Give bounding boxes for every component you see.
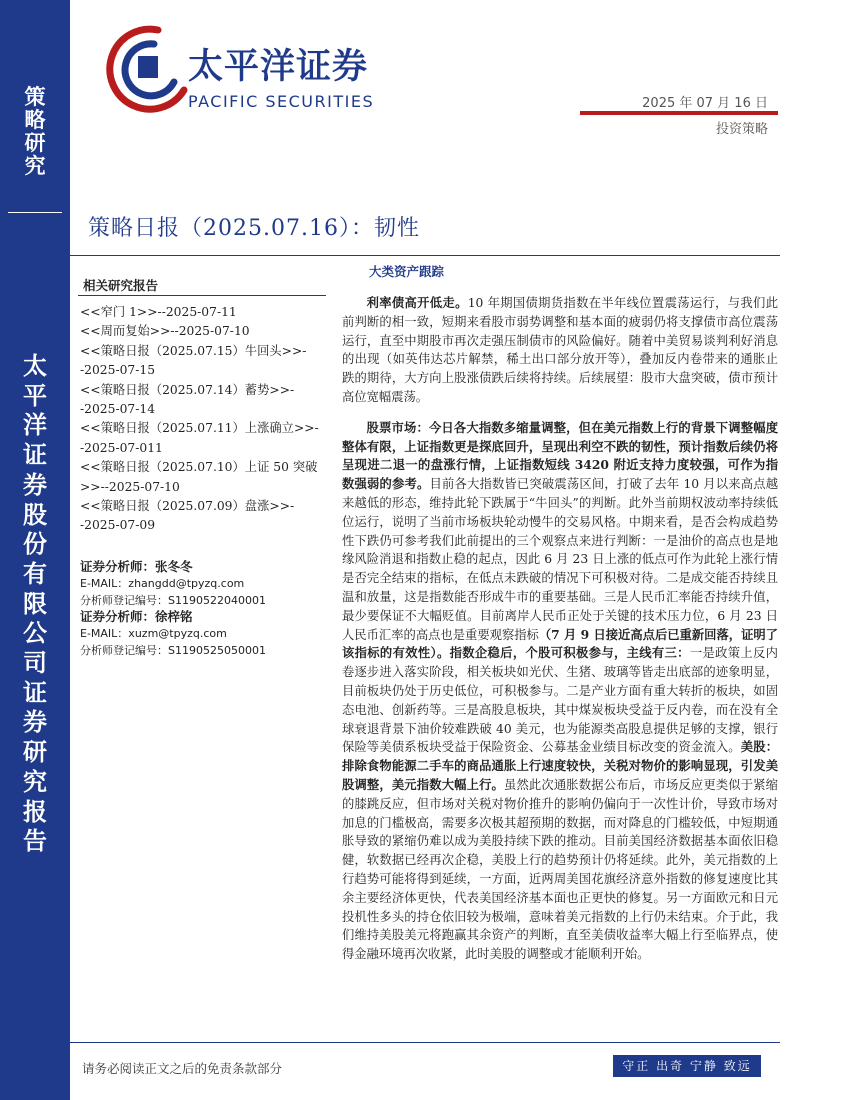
footer-motto: 守正 出奇 宁静 致远 <box>613 1055 761 1077</box>
date-divider <box>580 111 778 115</box>
equities-lead: 股票市场：今日各大指数多缩量调整，但在美元指数上行的背景下调整幅度整体有限，上证指数更是探底回升，呈现出利空不跌的韧性，预计指数后续仍将呈现进二退一的盘涨行情，上证指数短线 3420 附近支持力度较强，可作为指数强弱的参考。 <box>342 419 778 492</box>
company-logo-icon <box>96 20 196 114</box>
analyst-block <box>80 608 266 659</box>
footer-disclaimer: 请务必阅读正文之后的免责条款部分 <box>82 1061 283 1076</box>
analyst-label: 证券分析师： <box>80 609 156 624</box>
equities-text: 目前各大指数皆已突破震荡区间，打破了去年 10 月以来高点越来越低的形态，维持此轮下跌属于“牛回头”的判断。此外当前期权波动率持续低位运行，说明了当前市场板块轮动慢牛的交易风格。中期来看，是否会构成趋势性下跌仍可参考我们此前提出的三个观察点来进行判断：一是油价的高点也是地缘风险消退和指数止稳的起点，因此 6 月 23 日上涨的低点可作为此轮上涨行情是否完全结束的指标，在低点未跌破的情况下可积极对待。二是成交能否持续且温和放量，这是指数能否形成牛市的重要基础。三是人民币汇率能否持续升值，最少要保证不大幅贬值。目前离岸人民币正处于关键的技术压力位，6 月 23 日人民币汇率的高点也是重要观察指标 <box>342 477 778 642</box>
analyst-registration: 分析师登记编号：S1190522040001 <box>80 593 266 607</box>
analyst-email[interactable]: E-MAIL：zhangdd@tpyzq.com <box>80 577 245 590</box>
equities-emphasis: （7 月 9 日接近高点后已重新回落，证明了该指标的有效性）。指数企稳后，个股可积极参与，主线有三： <box>342 626 778 661</box>
brand-name-en: PACIFIC SECURITIES <box>188 92 375 111</box>
us-stocks-lead: 美股：排除食物能源二手车的商品通胀上行速度较快，关税对物价的影响显现，引发美股调整，美元指数大幅上行。 <box>342 739 778 792</box>
sidebar-category: 策略研究 <box>24 85 46 178</box>
related-report-link[interactable]: <<周而复始>>--2025-07-10 <box>80 324 250 339</box>
analyst-email[interactable]: E-MAIL：xuzm@tpyzq.com <box>80 627 227 640</box>
paragraph-gap <box>342 407 778 419</box>
related-report-link[interactable]: <<策略日报（2025.07.15）牛回头>>--2025-07-15 <box>80 343 307 378</box>
related-report-link[interactable]: <<策略日报（2025.07.11）上涨确立>>--2025-07-011 <box>80 421 319 455</box>
analyst-block <box>80 558 266 609</box>
analyst-registration: 分析师登记编号：S1190525050001 <box>80 643 266 657</box>
sidebar <box>0 0 70 1100</box>
related-report-link[interactable]: <<窄门 1>>--2025-07-11 <box>80 305 237 319</box>
section-heading: 大类资产跟踪 <box>369 264 445 279</box>
related-report-link[interactable]: <<策略日报（2025.07.09）盘涨>>--2025-07-09 <box>80 499 295 533</box>
sidebar-divider <box>8 212 62 213</box>
title-divider <box>70 255 780 256</box>
related-report-link[interactable]: <<策略日报（2025.07.14）蓄势>>--2025-07-14 <box>80 382 295 417</box>
footer-divider <box>70 1042 780 1043</box>
rates-lead: 利率债高开低走。 <box>366 295 468 310</box>
us-stocks-text: 虽然此次通胀数据公布后，市场反应更类似于紧缩的膝跳反应，但市场对关税对物价推升的影响仍偏向于一次性计价，导致市场对加息的门槛极高，需要多次极其超预期的数据，而对降息的门槛较低，中短期通胀导致的紧缩仍难以成为美股持续下跌的推动。目前美国经济数据基本面依旧稳健，软数据已经再次企稳，美股上行的趋势预计仍将延续。此外，美元指数的上行趋势可能将得到延续，一方面，近两周美国花旗经济意外指数的修复速度比其余主要经济体更快，代表美国经济基本面也正更快的修复。另一方面欧元和日元投机性多头的持仓依旧较为极端，意味着美元指数的上行仍未结束。介于此，我们维持美股美元将跑赢其余资产的判断，直至美债收益率大幅上行至临界点，使得金融环境再次收紧，此时美股的调整或才能顺利开始。 <box>342 777 778 962</box>
analyst-name: 徐梓铭 <box>155 609 193 624</box>
sidebar-company: 太平洋证券股份有限公司证券研究报告 <box>23 352 47 856</box>
equities-themes: 一是政策上反内卷逐步进入落实阶段，相关板块如光伏、生猪、玻璃等皆走出底部的迹象明显，目前板块仍处于历史低位，可积极参与。二是产业方面有重大转折的板块，如固态电池、创新药等。三是高股息板块，其中煤炭板块受益于反内卷，而在没有全球衰退背景下油价较难跌破 40 美元，也为能源类高股息提供足够的支撑，银行保险等美债系板块受益于保险资金、公募基金业绩目标改变的资金流入。 <box>342 646 778 755</box>
analyst-label: 证券分析师： <box>80 559 156 574</box>
related-divider <box>78 295 326 296</box>
analyst-name-row <box>80 608 266 626</box>
report-body <box>342 294 778 964</box>
brand-name-cn: 太平洋证券 <box>188 47 369 87</box>
paragraph-rates <box>342 294 778 407</box>
related-report-link[interactable]: <<策略日报（2025.07.10）上证 50 突破>>--2025-07-10 <box>80 460 318 494</box>
analyst-name: 张冬冬 <box>155 559 193 574</box>
report-category: 投资策略 <box>715 122 768 137</box>
related-reports-list <box>80 303 324 536</box>
rates-text: 10 年期国债期货指数在半年线位置震荡运行，与我们此前判断的相一致，短期来看股市弱势调整和基本面的疲弱仍将支撑债市高位震荡运行，直至中期股市再次走强压制债市的风险偏好。随着中美贸易谈判利好消息的出现（如英伟达芯片解禁，稀土出口部分放开等），叠加反内卷带来的通胀止跌的期待，大方向上股涨债跌后续将持续。后续展望：股市大盘突破，债市预计高位宽幅震荡。 <box>342 296 778 404</box>
page-title: 策略日报（2025.07.16）：韧性 <box>88 216 420 241</box>
related-reports-heading: 相关研究报告 <box>83 278 159 293</box>
report-date: 2025 年 07 月 16 日 <box>642 96 768 111</box>
analyst-name-row <box>80 558 266 576</box>
paragraph-equities <box>342 419 778 964</box>
